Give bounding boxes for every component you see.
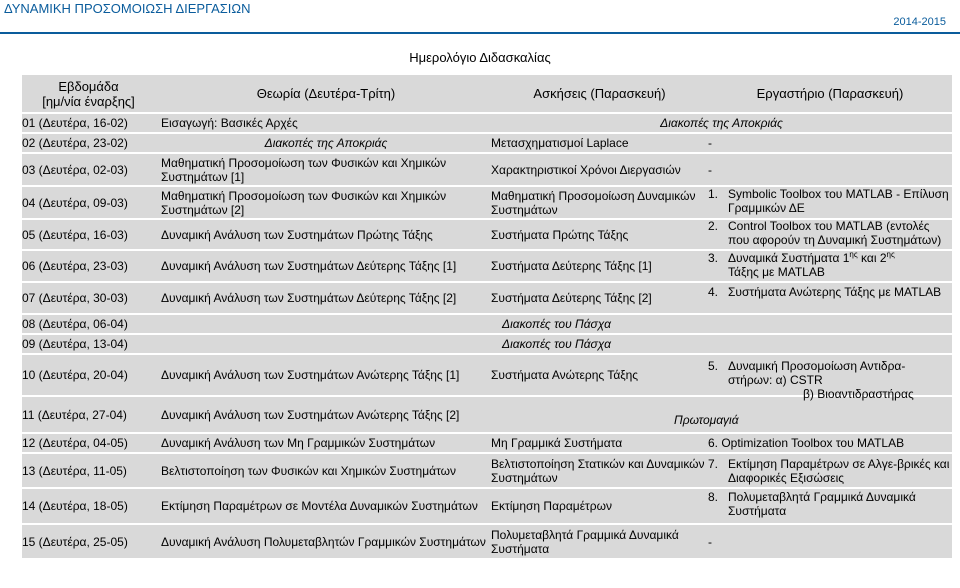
table-row <box>22 335 952 353</box>
theory-cell: Δυναμική Ανάλυση των Συστημάτων Δεύτερης Τάξης [2] <box>161 291 457 305</box>
theory-cell: Δυναμική Ανάλυση των Μη Γραμμικών Συστημάτων <box>161 436 436 450</box>
column-week: Εβδομάδα [ημ/νία έναρξης] <box>42 79 135 109</box>
table-row <box>22 397 952 432</box>
lab-notes <box>708 187 952 299</box>
table-row <box>22 114 952 132</box>
theory-cell: Μαθηματική Προσομοίωση των Φυσικών και Χημικών Συστημάτων [2] <box>161 188 447 217</box>
week-cell: 08 (Δευτέρα, 06-04) <box>22 317 128 331</box>
table-caption: Ημερολόγιο Διδασκαλίας <box>409 50 551 65</box>
theory-cell: Διακοπές της Αποκριάς <box>264 136 388 150</box>
lab-item: 3. Δυναμικά Συστήματα $1^{\eta\varsigma}$ και $2^{\eta\varsigma}$ Τάξης με MATLAB <box>708 250 895 279</box>
week-cell: 04 (Δευτέρα, 09-03) <box>22 195 128 210</box>
column-exercises: Ασκήσεις (Παρασκευή) <box>533 85 666 101</box>
exercises-cell: Συστήματα Ανώτερης Τάξης <box>491 368 639 382</box>
lab-item: 4. Συστήματα Ανώτερης Τάξης με MATLAB <box>708 285 942 299</box>
lab-cell: - <box>708 534 712 549</box>
theory-cell: Δυναμική Ανάλυση των Συστημάτων Ανώτερης Τάξης [2] <box>161 407 460 422</box>
table-row <box>22 134 952 152</box>
table-row <box>22 525 952 558</box>
lab-item: 7. Εκτίμηση Παραμέτρων σε Αλγε-βρικές και Διαφορικές Εξισώσεις <box>708 457 950 485</box>
schedule-table <box>22 75 952 558</box>
exercises-cell: Συστήματα Πρώτης Τάξης <box>491 227 629 242</box>
week-cell: 03 (Δευτέρα, 02-03) <box>22 162 128 177</box>
theory-cell: Εισαγωγή: Βασικές Αρχές <box>161 116 298 130</box>
week-cell: 06 (Δευτέρα, 23-03) <box>22 259 128 273</box>
week-cell: 11 (Δευτέρα, 27-04) <box>22 407 127 422</box>
row-group-03-07 <box>22 154 952 313</box>
week-cell: 15 (Δευτέρα, 25-05) <box>22 534 128 549</box>
table-header-row <box>22 75 952 112</box>
theory-cell: Μαθηματική Προσομοίωση των Φυσικών και Χημικών Συστημάτων [1] <box>161 155 447 184</box>
exercises-cell: Μετασχηματισμοί Laplace <box>491 136 629 150</box>
week-cell: 01 (Δευτέρα, 16-02) <box>22 116 128 130</box>
row-group-13-15 <box>22 454 952 558</box>
exercises-cell: Συστήματα Δεύτερης Τάξης [1] <box>491 259 652 273</box>
exercises-cell: Εκτίμηση Παραμέτρων <box>491 499 612 513</box>
lab-cell: - <box>708 136 712 150</box>
lab-notes <box>708 359 952 401</box>
week-cell: 09 (Δευτέρα, 13-04) <box>22 337 128 351</box>
theory-cell: Δυναμική Ανάλυση των Συστημάτων Δεύτερης Τάξης [1] <box>161 259 457 273</box>
lab-cell: - <box>708 162 712 177</box>
header-divider <box>0 32 960 34</box>
holiday-span: Διακοπές του Πάσχα <box>502 317 611 331</box>
course-title: ΔΥΝΑΜΙΚΗ ΠΡΟΣΟΜΟΙΩΣΗ ΔΙΕΡΓΑΣΙΩΝ <box>4 1 251 16</box>
lab-item: 5. Δυναμική Προσομοίωση Αντιδρα- στήρων: α) CSTR β) Βιοαντιδραστήρας <box>708 359 914 401</box>
row-group-10-11 <box>22 355 952 432</box>
table-row <box>22 434 952 452</box>
week-cell: 10 (Δευτέρα, 20-04) <box>22 368 128 382</box>
holiday-cell: Πρωτομαγιά <box>674 413 739 427</box>
theory-cell: Δυναμική Ανάλυση των Συστημάτων Ανώτερης Τάξης [1] <box>161 368 460 382</box>
exercises-cell: Πολυμεταβλητά Γραμμικά Δυναμικά Συστήματα <box>491 527 679 556</box>
page-header <box>0 0 960 33</box>
exercises-cell: Μαθηματική Προσομοίωση Δυναμικών Συστημάτων <box>491 188 696 217</box>
week-cell: 12 (Δευτέρα, 04-05) <box>22 436 128 450</box>
exercises-cell: Συστήματα Δεύτερης Τάξης [2] <box>491 291 652 305</box>
week-cell: 14 (Δευτέρα, 18-05) <box>22 499 128 513</box>
theory-cell: Εκτίμηση Παραμέτρων σε Μοντέλα Δυναμικών Συστημάτων <box>161 499 478 513</box>
week-cell: 05 (Δευτέρα, 16-03) <box>22 227 128 242</box>
lab-item: 2. Control Toolbox του MATLAB (εντολές που αφορούν τη Δυναμική Συστημάτων) <box>708 219 942 247</box>
theory-cell: Βελτιστοποίηση των Φυσικών και Χημικών Συστημάτων <box>161 463 457 478</box>
column-theory: Θεωρία (Δευτέρα-Τρίτη) <box>256 85 396 101</box>
lab-notes <box>708 457 952 518</box>
week-cell: 07 (Δευτέρα, 30-03) <box>22 291 128 305</box>
table-row <box>22 154 952 185</box>
week-cell: 13 (Δευτέρα, 11-05) <box>22 463 127 478</box>
week-cell: 02 (Δευτέρα, 23-02) <box>22 136 128 150</box>
holiday-span: Διακοπές της Αποκριάς <box>660 116 783 130</box>
lab-cell: 6. Optimization Toolbox του MATLAB <box>708 436 905 450</box>
academic-year: 2014-2015 <box>893 16 946 28</box>
holiday-span: Διακοπές του Πάσχα <box>502 337 611 351</box>
exercises-cell: Βελτιστοποίηση Στατικών και Δυναμικών Συστημάτων <box>491 456 705 485</box>
column-lab: Εργαστήριο (Παρασκευή) <box>756 85 904 101</box>
table-row <box>22 315 952 333</box>
exercises-cell: Μη Γραμμικά Συστήματα <box>491 436 623 450</box>
theory-cell: Δυναμική Ανάλυση Πολυμεταβλητών Γραμμικών Συστημάτων <box>161 534 486 549</box>
exercises-cell: Χαρακτηριστικοί Χρόνοι Διεργασιών <box>491 162 681 177</box>
theory-cell: Δυναμική Ανάλυση των Συστημάτων Πρώτης Τάξης <box>161 227 433 242</box>
lab-item: 1. Symbolic Toolbox του MATLAB - Επίλυση Γραμμικών ΔΕ <box>708 187 949 215</box>
lab-item: 8. Πολυμεταβλητά Γραμμικά Δυναμικά Συστήματα <box>708 490 916 518</box>
